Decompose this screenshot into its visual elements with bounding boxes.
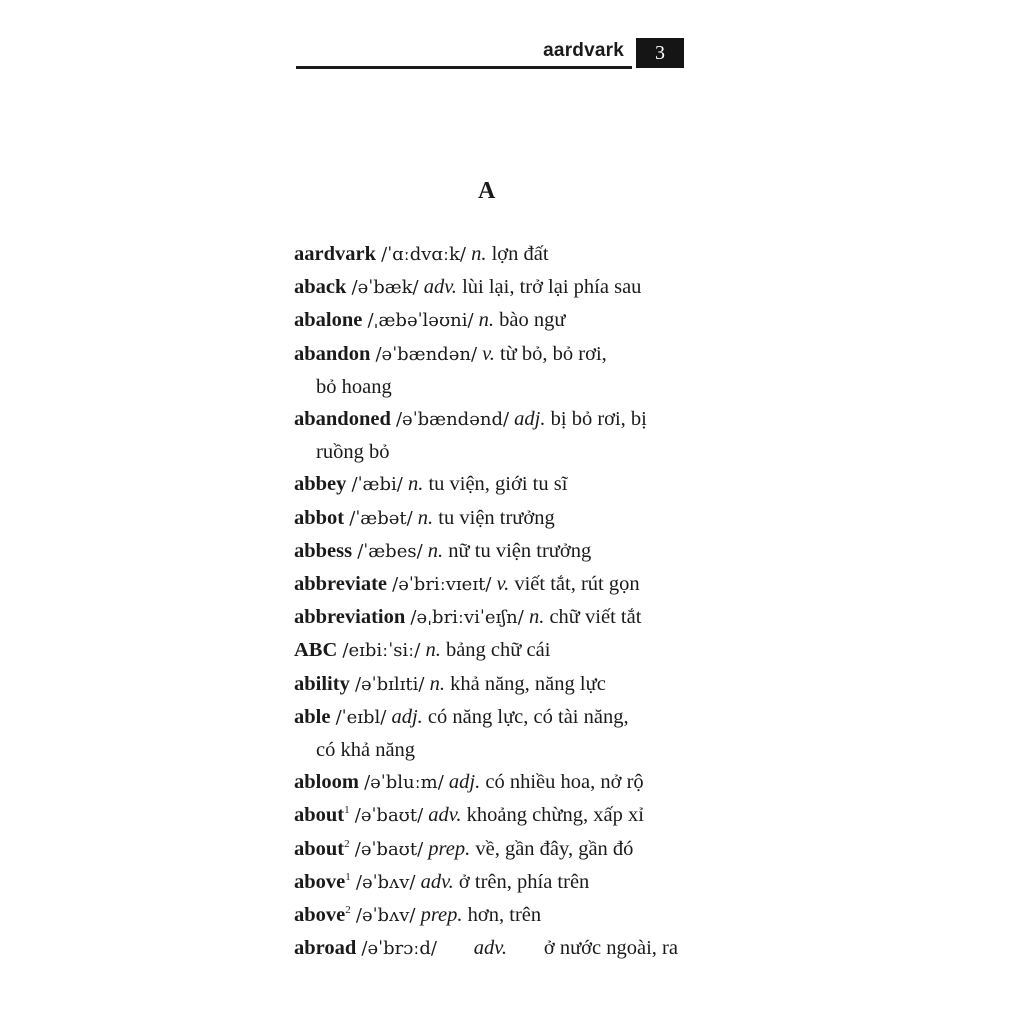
entry-headword: aardvark (294, 243, 376, 265)
entry-line (294, 634, 686, 667)
entry-headword: about (294, 837, 345, 860)
entry-definition: ở nước ngoài, ra (543, 937, 678, 960)
dictionary-entry (294, 601, 686, 634)
entry-part-of-speech: adj. (514, 408, 546, 431)
entry-pronunciation: /ˈæbes/ (357, 540, 423, 562)
entry-line (294, 468, 686, 501)
entry-definition: bào ngư (499, 309, 566, 332)
entry-definition: hơn, trên (467, 904, 542, 927)
dictionary-entry (294, 799, 686, 832)
entry-headword: abroad (294, 937, 357, 960)
entry-line (294, 701, 686, 734)
entry-definition: lợn đất (491, 243, 549, 265)
entry-definition: về, gần đây, gần đó (475, 837, 634, 860)
dictionary-entries (294, 238, 686, 965)
homograph-number: 2 (345, 904, 351, 917)
entry-part-of-speech: n. (407, 473, 424, 496)
entry-part-of-speech: n. (478, 309, 495, 332)
entry-pronunciation: /ˌæbəˈləʊni/ (367, 310, 474, 332)
entry-pronunciation: /əˈbaʊt/ (354, 838, 424, 860)
entry-definition: viết tắt, rút gọn (514, 573, 640, 596)
entry-part-of-speech: n. (429, 672, 445, 695)
dictionary-entry (294, 866, 686, 899)
entry-headword: abbreviate (294, 573, 388, 596)
entry-pronunciation: /ˈɑːdvɑːk/ (381, 244, 466, 265)
entry-definition: chữ viết tắt (549, 606, 642, 629)
entry-pronunciation: /əˈbɪlɪti/ (354, 673, 425, 695)
dictionary-entry (294, 403, 686, 468)
entry-pronunciation: /əˈbændənd/ (395, 409, 510, 431)
dictionary-entry (294, 932, 686, 965)
entry-definition: nữ tu viện trưởng (448, 539, 592, 562)
section-letter: A (478, 178, 496, 204)
entry-part-of-speech: n. (528, 606, 545, 629)
entry-line (294, 601, 686, 634)
entry-pronunciation: /əˈbriːvɪeɪt/ (392, 574, 492, 596)
entry-definition: tu viện, giới tu sĩ (428, 473, 568, 496)
entry-headword: aback (294, 276, 347, 299)
guide-word: aardvark (543, 40, 624, 61)
dictionary-entry (294, 634, 686, 667)
entry-pronunciation: /ˈæbət/ (349, 507, 413, 529)
dictionary-entry (294, 899, 686, 932)
entry-definition: khoảng chừng, xấp xỉ (466, 804, 644, 827)
entry-definition: ở trên, phía trên (458, 870, 590, 893)
entry-pronunciation: /əˈbaʊt/ (354, 805, 424, 827)
entry-line (294, 338, 686, 371)
header-rule (296, 66, 632, 69)
dictionary-entry (294, 833, 686, 866)
entry-headword: abbot (294, 506, 345, 529)
entry-definition-continued: có khả năng (316, 739, 416, 762)
entry-definition: bị bỏ rơi, bị (550, 408, 647, 431)
entry-definition-continued: bỏ hoang (316, 375, 392, 398)
entry-headword: abbreviation (294, 606, 406, 629)
dictionary-entry (294, 535, 686, 568)
entry-line (294, 568, 686, 601)
entry-part-of-speech: v. (496, 573, 510, 596)
dictionary-entry (294, 338, 686, 403)
entry-definition: có nhiều hoa, nở rộ (485, 771, 644, 794)
entry-pronunciation: /əˈbæk/ (351, 277, 419, 299)
entry-pronunciation: /əˈbændən/ (375, 343, 478, 365)
homograph-number: 2 (344, 837, 350, 850)
entry-line (294, 799, 686, 832)
entry-headword: abandoned (294, 408, 391, 431)
entry-definition-continued: ruồng bỏ (316, 441, 390, 464)
entry-part-of-speech: prep. (420, 904, 463, 927)
entry-headword: above (294, 870, 346, 893)
entry-line (294, 271, 686, 304)
entry-line (294, 866, 686, 899)
entry-line (294, 502, 686, 535)
entry-headword: ABC (294, 639, 338, 662)
entry-headword: abandon (294, 342, 371, 365)
entry-definition: tu viện trưởng (438, 506, 555, 529)
entry-line (294, 535, 686, 568)
entry-pronunciation: /eɪbiːˈsiː/ (342, 640, 421, 662)
entry-part-of-speech: n. (417, 506, 434, 529)
entry-headword: abalone (294, 309, 363, 332)
entry-pronunciation: /əˈbʌv/ (355, 905, 416, 927)
entry-line (294, 403, 686, 436)
entry-part-of-speech: adj. (391, 705, 423, 728)
entry-headword: abbess (294, 539, 353, 562)
entry-pronunciation: /əˈbrɔːd/ (361, 938, 437, 960)
entry-headword: about (294, 804, 345, 827)
entry-headword: above (294, 904, 346, 927)
entry-part-of-speech: adv. (423, 276, 457, 299)
homograph-number: 1 (345, 871, 351, 884)
entry-pronunciation: /əˌbriːviˈeɪʃn/ (410, 607, 524, 629)
entry-pronunciation: /əˈbʌv/ (355, 871, 416, 893)
dictionary-entry (294, 502, 686, 535)
homograph-number: 1 (344, 804, 350, 817)
dictionary-entry (294, 304, 686, 337)
entry-headword: ability (294, 672, 350, 695)
page-number: 3 (636, 38, 684, 68)
dictionary-entry (294, 238, 686, 271)
entry-line (294, 833, 686, 866)
dictionary-entry (294, 668, 686, 701)
entry-line (294, 899, 686, 932)
entry-pronunciation: /əˈbluːm/ (364, 772, 444, 794)
entry-headword: abloom (294, 771, 359, 794)
entry-line (294, 932, 678, 965)
dictionary-entry (294, 568, 686, 601)
entry-pronunciation: /ˈeɪbl/ (335, 706, 387, 728)
dictionary-entry (294, 766, 686, 799)
entry-line (294, 238, 686, 271)
entry-part-of-speech: adv. (428, 804, 462, 827)
entry-part-of-speech: n. (425, 639, 441, 662)
entry-pronunciation: /ˈæbi/ (351, 474, 403, 496)
entry-part-of-speech: v. (482, 342, 495, 365)
entry-definition: khả năng, năng lực (450, 672, 606, 695)
dictionary-entry (294, 701, 686, 766)
entry-definition: bảng chữ cái (445, 639, 551, 662)
entry-definition: có năng lực, có tài năng, (427, 705, 629, 728)
entry-part-of-speech: adj. (448, 771, 481, 794)
entry-definition: từ bỏ, bỏ rơi, (499, 342, 607, 365)
entry-part-of-speech: prep. (428, 837, 471, 860)
entry-headword: abbey (294, 473, 347, 496)
entry-part-of-speech: adv. (420, 870, 454, 893)
dictionary-entry (294, 271, 686, 304)
dictionary-entry (294, 468, 686, 501)
entry-part-of-speech: n. (471, 243, 487, 265)
entry-line (294, 766, 686, 799)
entry-definition: lùi lại, trở lại phía sau (462, 276, 642, 299)
entry-part-of-speech: adv. (473, 937, 507, 960)
entry-headword: able (294, 705, 331, 728)
entry-line (294, 668, 686, 701)
running-header (296, 38, 684, 70)
entry-line (294, 304, 686, 337)
entry-part-of-speech: n. (427, 539, 444, 562)
